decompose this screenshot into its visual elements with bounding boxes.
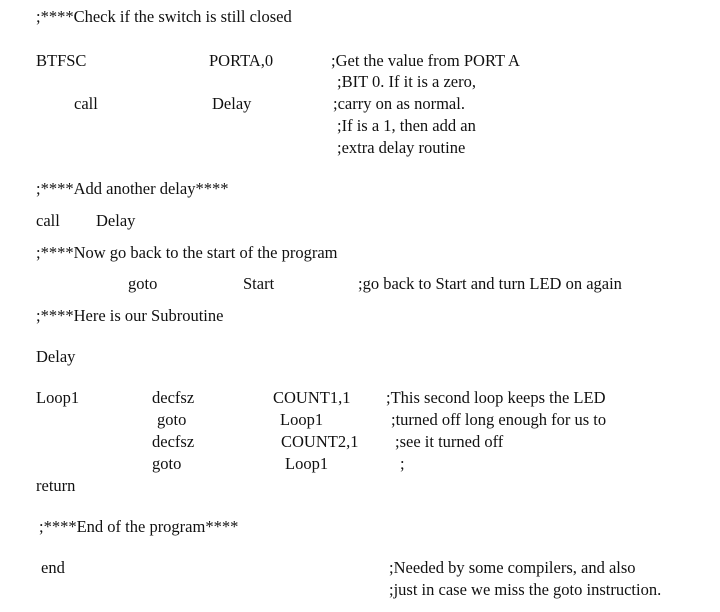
- call2-operand: Delay: [96, 211, 136, 230]
- comment-subroutine: ;****Here is our Subroutine: [36, 306, 224, 325]
- loop-row-3-comment: ;see it turned off: [395, 432, 504, 451]
- loop-row-1-comment: ;This second loop keeps the LED: [386, 388, 606, 407]
- btfsc-comment-line-2: ;BIT 0. If it is a zero,: [337, 72, 476, 91]
- delay-label: Delay: [36, 347, 76, 366]
- loop-row-4-comment: ;: [400, 454, 405, 473]
- comment-check-switch: ;****Check if the switch is still closed: [36, 7, 292, 26]
- call-comment-line-3: ;extra delay routine: [337, 138, 466, 157]
- goto-start-operand: Start: [243, 274, 275, 293]
- loop-row-1-mnemonic: decfsz: [152, 388, 195, 407]
- comment-add-delay: ;****Add another delay****: [36, 179, 229, 198]
- end-mnemonic: end: [41, 558, 65, 577]
- comment-end-of-program: ;****End of the program****: [39, 517, 239, 536]
- call-operand: Delay: [212, 94, 252, 113]
- loop-row-3-operand: COUNT2,1: [281, 432, 359, 451]
- call-comment-line-1: ;carry on as normal.: [333, 94, 465, 113]
- loop-row-4-operand: Loop1: [285, 454, 329, 473]
- loop-row-2-operand: Loop1: [280, 410, 324, 429]
- loop-row-2-comment: ;turned off long enough for us to: [391, 410, 607, 429]
- loop-row-3-mnemonic: decfsz: [152, 432, 195, 451]
- btfsc-operand: PORTA,0: [209, 51, 274, 70]
- btfsc-mnemonic: BTFSC: [36, 51, 87, 70]
- comment-go-back: ;****Now go back to the start of the program: [36, 243, 338, 262]
- goto-start-mnemonic: goto: [128, 274, 158, 293]
- btfsc-comment-line-1: ;Get the value from PORT A: [331, 51, 520, 70]
- loop-row-1-operand: COUNT1,1: [273, 388, 351, 407]
- loop-row-2-mnemonic: goto: [157, 410, 187, 429]
- call-comment-line-2: ;If is a 1, then add an: [337, 116, 476, 135]
- return-line: return: [36, 476, 76, 495]
- loop-row-4-mnemonic: goto: [152, 454, 182, 473]
- loop-label: Loop1: [36, 388, 80, 407]
- goto-start-comment: ;go back to Start and turn LED on again: [358, 274, 622, 293]
- call2-mnemonic: call: [36, 211, 60, 230]
- call-mnemonic: call: [74, 94, 98, 113]
- end-comment-line-2: ;just in case we miss the goto instruction.: [389, 580, 662, 599]
- end-comment-line-1: ;Needed by some compilers, and also: [389, 558, 636, 577]
